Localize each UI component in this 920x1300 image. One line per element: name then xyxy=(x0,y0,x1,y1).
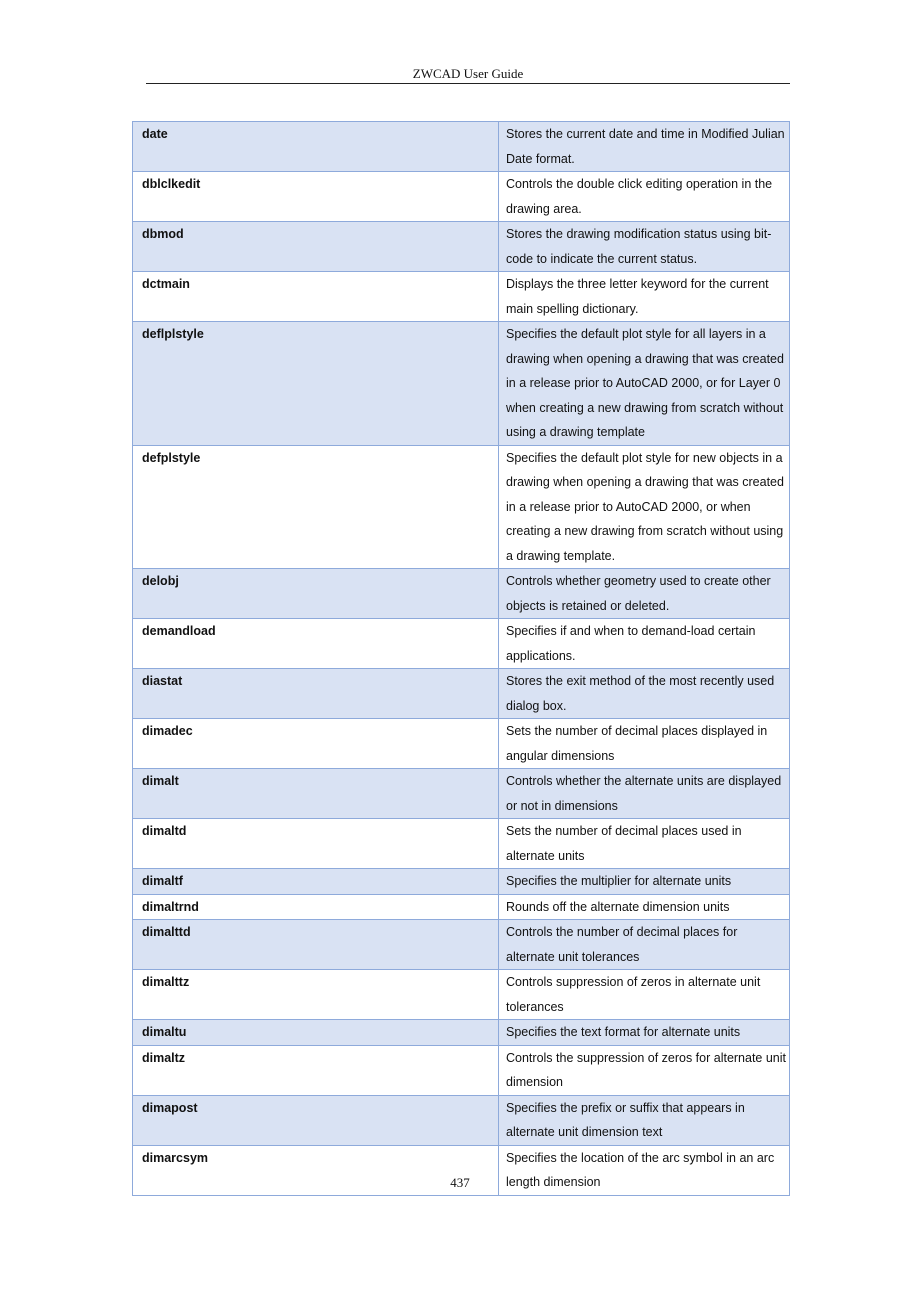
variable-description: Controls suppression of zeros in alternate unit tolerances xyxy=(499,970,790,1020)
variable-description: Specifies if and when to demand-load certain applications. xyxy=(499,619,790,669)
variable-description: Stores the current date and time in Modified Julian Date format. xyxy=(499,122,790,172)
variable-name: dimarcsym xyxy=(133,1145,499,1195)
table-row xyxy=(133,920,790,970)
table-row xyxy=(133,970,790,1020)
variable-name: defplstyle xyxy=(133,445,499,569)
variable-name: dimaltd xyxy=(133,819,499,869)
table-row xyxy=(133,272,790,322)
table-row xyxy=(133,719,790,769)
variable-description: Stores the drawing modification status using bit-code to indicate the current status. xyxy=(499,222,790,272)
table-row xyxy=(133,322,790,446)
variable-name: date xyxy=(133,122,499,172)
variable-name: demandload xyxy=(133,619,499,669)
variable-name: dimaltf xyxy=(133,869,499,895)
variable-name: dbmod xyxy=(133,222,499,272)
variable-name: dimalttz xyxy=(133,970,499,1020)
variable-description: Rounds off the alternate dimension units xyxy=(499,894,790,920)
variable-description: Specifies the default plot style for new objects in a drawing when opening a drawing that was created in a release prior to AutoCAD 2000, or when creating a new drawing from scratch without using a drawing template. xyxy=(499,445,790,569)
page-number: 437 xyxy=(450,1175,470,1190)
table-row xyxy=(133,669,790,719)
variable-name: dimaltu xyxy=(133,1020,499,1046)
table-row xyxy=(133,445,790,569)
variable-description: Controls the double click editing operation in the drawing area. xyxy=(499,172,790,222)
table-row xyxy=(133,1045,790,1095)
variable-name: delobj xyxy=(133,569,499,619)
variable-name: dimalt xyxy=(133,769,499,819)
system-variables-table xyxy=(132,121,790,1196)
variable-description: Specifies the text format for alternate units xyxy=(499,1020,790,1046)
variable-name: dctmain xyxy=(133,272,499,322)
variable-name: dimaltz xyxy=(133,1045,499,1095)
variable-name: dimadec xyxy=(133,719,499,769)
variable-name: dblclkedit xyxy=(133,172,499,222)
table-row xyxy=(133,869,790,895)
table-row xyxy=(133,894,790,920)
table-row xyxy=(133,1020,790,1046)
variable-description: Displays the three letter keyword for the current main spelling dictionary. xyxy=(499,272,790,322)
variable-description: Stores the exit method of the most recently used dialog box. xyxy=(499,669,790,719)
variable-description: Specifies the prefix or suffix that appears in alternate unit dimension text xyxy=(499,1095,790,1145)
variable-name: dimalttd xyxy=(133,920,499,970)
table-row xyxy=(133,222,790,272)
table-row xyxy=(133,769,790,819)
variable-name: dimapost xyxy=(133,1095,499,1145)
table-row xyxy=(133,819,790,869)
variable-description: Controls the suppression of zeros for alternate unit dimension xyxy=(499,1045,790,1095)
table-row xyxy=(133,619,790,669)
variable-name: deflplstyle xyxy=(133,322,499,446)
variable-description: Specifies the location of the arc symbol in an arc length dimension xyxy=(499,1145,790,1195)
variable-description: Sets the number of decimal places displayed in angular dimensions xyxy=(499,719,790,769)
variable-description: Controls whether geometry used to create other objects is retained or deleted. xyxy=(499,569,790,619)
variable-description: Controls the number of decimal places for alternate unit tolerances xyxy=(499,920,790,970)
variable-description: Controls whether the alternate units are displayed or not in dimensions xyxy=(499,769,790,819)
variable-description: Specifies the multiplier for alternate units xyxy=(499,869,790,895)
variable-description: Specifies the default plot style for all layers in a drawing when opening a drawing that was created in a release prior to AutoCAD 2000, or for Layer 0 when creating a new drawing from scratch without using a drawing template xyxy=(499,322,790,446)
page-header: ZWCAD User Guide xyxy=(146,66,790,84)
variable-name: diastat xyxy=(133,669,499,719)
table-row xyxy=(133,122,790,172)
variable-description: Sets the number of decimal places used in alternate units xyxy=(499,819,790,869)
table-row xyxy=(133,569,790,619)
table-row xyxy=(133,172,790,222)
table-row xyxy=(133,1095,790,1145)
variable-name: dimaltrnd xyxy=(133,894,499,920)
